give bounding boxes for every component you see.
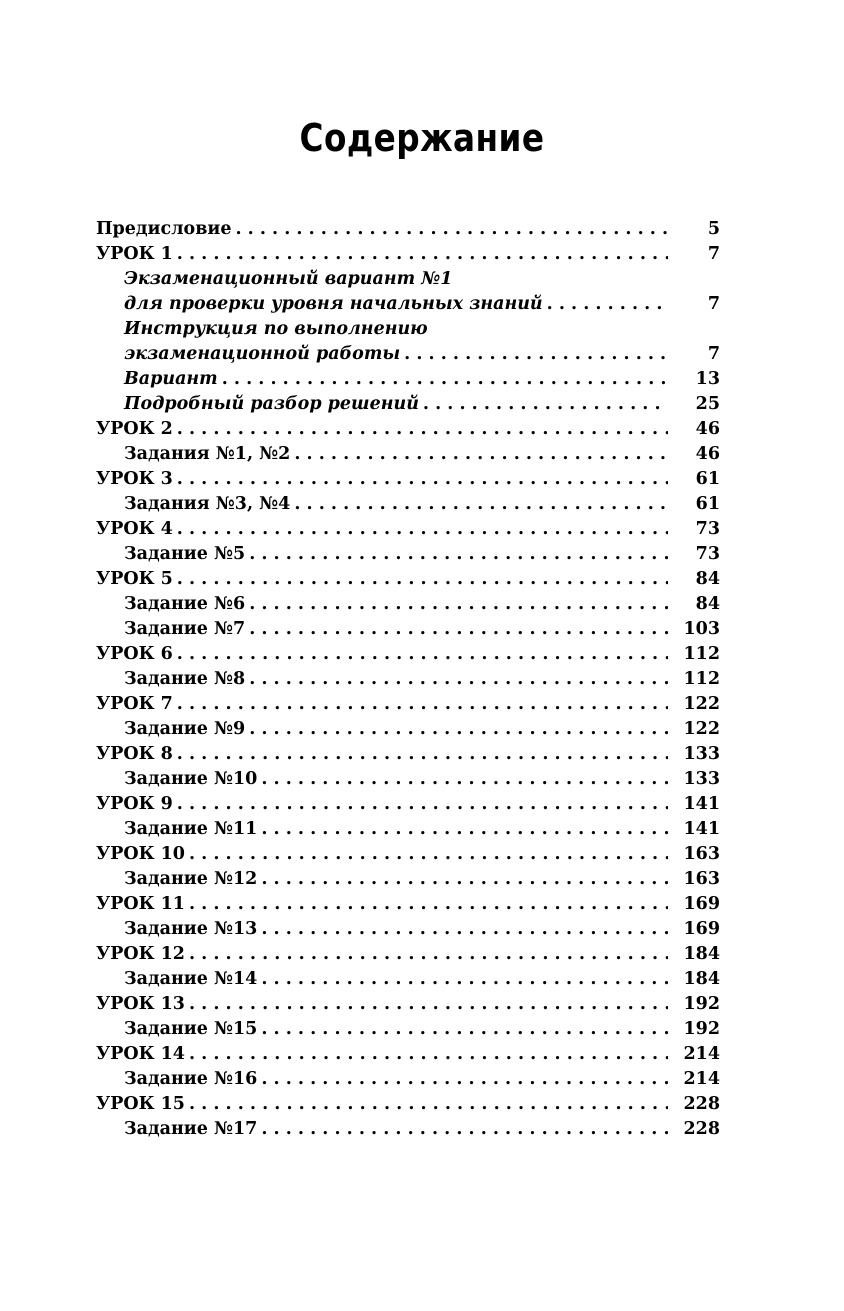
- toc-entry-page-number: 73: [695, 519, 720, 539]
- toc-entry: [96, 392, 720, 417]
- toc-entry-label: Задание №16: [124, 1069, 258, 1089]
- toc-dot-leader: [177, 467, 668, 492]
- toc-entry: [96, 592, 720, 617]
- toc-entry-label: УРОК 1: [96, 244, 173, 264]
- toc-entry-page-number: 192: [683, 994, 720, 1014]
- toc-entry-page-number: 192: [683, 1019, 720, 1039]
- toc-entry: [96, 717, 720, 742]
- toc-entry: [96, 767, 720, 792]
- toc-entry: [96, 942, 720, 967]
- toc-entry-page-number: 103: [683, 619, 720, 639]
- toc-dot-leader: [261, 1067, 668, 1092]
- toc-entry-page-number: 169: [683, 894, 720, 914]
- toc-dot-leader: [189, 892, 668, 917]
- toc-dot-leader: [261, 817, 668, 842]
- toc-entry: [96, 542, 720, 567]
- toc-entry-page-number: 112: [683, 669, 720, 689]
- toc-entry-page-number: 61: [695, 469, 720, 489]
- toc-dot-leader: [294, 442, 668, 467]
- toc-entry-page-number: 133: [683, 769, 720, 789]
- toc-entry-label: Задание №9: [124, 719, 246, 739]
- toc-dot-leader: [249, 592, 668, 617]
- toc-entry-page-number: 7: [707, 244, 720, 264]
- toc-dot-leader: [189, 1092, 668, 1117]
- toc-entry: [96, 567, 720, 592]
- toc-entry-label: Инструкция по выполнению: [124, 319, 428, 339]
- toc-entry-label: Задание №15: [124, 1019, 258, 1039]
- toc-entry: [96, 692, 720, 717]
- toc-dot-leader: [177, 792, 668, 817]
- toc-dot-leader: [249, 617, 668, 642]
- toc-entry-label: УРОК 8: [96, 744, 173, 764]
- toc-entry: [96, 317, 720, 342]
- toc-entry: [96, 1117, 720, 1142]
- toc-entry: [96, 367, 720, 392]
- toc-dot-leader: [177, 567, 668, 592]
- toc-entry-label: Задание №17: [124, 1119, 258, 1139]
- toc-dot-leader: [177, 642, 668, 667]
- toc-entry-label: УРОК 5: [96, 569, 173, 589]
- toc-entry-label: УРОК 7: [96, 694, 173, 714]
- toc-entry: [96, 642, 720, 667]
- toc-entry-page-number: 73: [695, 544, 720, 564]
- toc-dot-leader: [177, 742, 668, 767]
- toc-entry: [96, 817, 720, 842]
- toc-entry-label: УРОК 14: [96, 1044, 185, 1064]
- toc-dot-leader: [189, 942, 668, 967]
- toc-dot-leader: [177, 692, 668, 717]
- toc-dot-leader: [177, 417, 668, 442]
- toc-entry-label: УРОК 4: [96, 519, 173, 539]
- toc-dot-leader: [261, 1117, 668, 1142]
- toc-dot-leader: [249, 717, 668, 742]
- toc-entry-label: УРОК 6: [96, 644, 173, 664]
- toc-entry-label: Экзаменационный вариант №1: [124, 269, 453, 289]
- toc-entry: [96, 917, 720, 942]
- toc-entry: [96, 742, 720, 767]
- toc-entry-label: УРОК 10: [96, 844, 185, 864]
- toc-dot-leader: [249, 542, 668, 567]
- toc-entry-page-number: 84: [695, 594, 720, 614]
- toc-entry-page-number: 184: [683, 944, 720, 964]
- toc-entry-page-number: 46: [695, 444, 720, 464]
- toc-dot-leader: [404, 342, 668, 367]
- toc-dot-leader: [235, 217, 668, 242]
- toc-entry-label: Предисловие: [96, 219, 232, 239]
- toc-entry: [96, 792, 720, 817]
- toc-dot-leader: [547, 292, 668, 317]
- toc-entry-page-number: 228: [683, 1119, 720, 1139]
- toc-entry: [96, 992, 720, 1017]
- toc-entry: [96, 467, 720, 492]
- toc-dot-leader: [261, 767, 668, 792]
- toc-entry-label: для проверки уровня начальных знаний: [124, 294, 543, 314]
- toc-entry-label: Задания №1, №2: [124, 444, 291, 464]
- toc-entry: [96, 242, 720, 267]
- toc-entry-page-number: 122: [683, 719, 720, 739]
- toc-dot-leader: [261, 867, 668, 892]
- toc-entry-page-number: 133: [683, 744, 720, 764]
- toc-entry-label: Задание №14: [124, 969, 258, 989]
- toc-entry-page-number: 13: [695, 369, 720, 389]
- toc-entry-label: Вариант: [124, 369, 218, 389]
- toc-entry-label: Задания №3, №4: [124, 494, 291, 514]
- toc-entry-label: УРОК 12: [96, 944, 185, 964]
- toc-entry-label: Задание №11: [124, 819, 258, 839]
- toc-entry-label: Задание №5: [124, 544, 246, 564]
- toc-dot-leader: [189, 842, 668, 867]
- toc-entry-label: УРОК 15: [96, 1094, 185, 1114]
- toc-entry: [96, 1092, 720, 1117]
- toc-entry: [96, 842, 720, 867]
- toc-entry: [96, 267, 720, 292]
- toc-entry-page-number: 214: [683, 1069, 720, 1089]
- toc-entry: [96, 892, 720, 917]
- toc-entry: [96, 867, 720, 892]
- toc-entry-page-number: 163: [683, 844, 720, 864]
- toc-entry-page-number: 25: [695, 394, 720, 414]
- toc-dot-leader: [249, 667, 668, 692]
- toc-entry-label: Задание №6: [124, 594, 246, 614]
- toc-entry: [96, 617, 720, 642]
- toc-entry-page-number: 169: [683, 919, 720, 939]
- toc-entry-label: Подробный разбор решений: [124, 394, 419, 414]
- toc-entry: [96, 417, 720, 442]
- toc-dot-leader: [222, 367, 668, 392]
- toc-dot-leader: [423, 392, 668, 417]
- toc-entry: [96, 1042, 720, 1067]
- toc-entry-page-number: 112: [683, 644, 720, 664]
- toc-entry: [96, 667, 720, 692]
- toc-entry-label: Задание №10: [124, 769, 258, 789]
- toc-entry-page-number: 228: [683, 1094, 720, 1114]
- toc-dot-leader: [261, 967, 668, 992]
- toc-entry-label: УРОК 11: [96, 894, 185, 914]
- toc-entry: [96, 1017, 720, 1042]
- toc-entry: [96, 217, 720, 242]
- toc-entry-label: УРОК 13: [96, 994, 185, 1014]
- toc-entry-page-number: 141: [683, 794, 720, 814]
- toc-dot-leader: [177, 517, 668, 542]
- toc-entry: [96, 442, 720, 467]
- toc-entry-label: Задание №13: [124, 919, 258, 939]
- toc-entry-page-number: 84: [695, 569, 720, 589]
- toc-entry-page-number: 184: [683, 969, 720, 989]
- toc-entry: [96, 1067, 720, 1092]
- toc-entry-page-number: 163: [683, 869, 720, 889]
- toc-entry: [96, 517, 720, 542]
- toc-entry: [96, 492, 720, 517]
- toc-entry-page-number: 214: [683, 1044, 720, 1064]
- toc-entry-label: УРОК 3: [96, 469, 173, 489]
- toc-entry-label: УРОК 9: [96, 794, 173, 814]
- toc-entry-page-number: 141: [683, 819, 720, 839]
- toc-entry-page-number: 7: [707, 344, 720, 364]
- toc-entry-label: Задание №7: [124, 619, 246, 639]
- toc-entry-label: экзаменационной работы: [124, 344, 401, 364]
- toc-entry: [96, 292, 720, 317]
- toc-entry-page-number: 5: [707, 219, 720, 239]
- table-of-contents: [96, 217, 720, 1142]
- toc-dot-leader: [261, 917, 668, 942]
- toc-entry-page-number: 7: [707, 294, 720, 314]
- toc-entry-label: Задание №12: [124, 869, 258, 889]
- page-title: Содержание: [299, 116, 545, 160]
- toc-entry: [96, 967, 720, 992]
- toc-dot-leader: [189, 992, 668, 1017]
- toc-entry-page-number: 46: [695, 419, 720, 439]
- toc-dot-leader: [189, 1042, 668, 1067]
- toc-dot-leader: [261, 1017, 668, 1042]
- toc-entry-page-number: 122: [683, 694, 720, 714]
- toc-dot-leader: [294, 492, 668, 517]
- toc-entry-label: Задание №8: [124, 669, 246, 689]
- toc-entry-label: УРОК 2: [96, 419, 173, 439]
- toc-entry: [96, 342, 720, 367]
- toc-entry-page-number: 61: [695, 494, 720, 514]
- toc-dot-leader: [177, 242, 668, 267]
